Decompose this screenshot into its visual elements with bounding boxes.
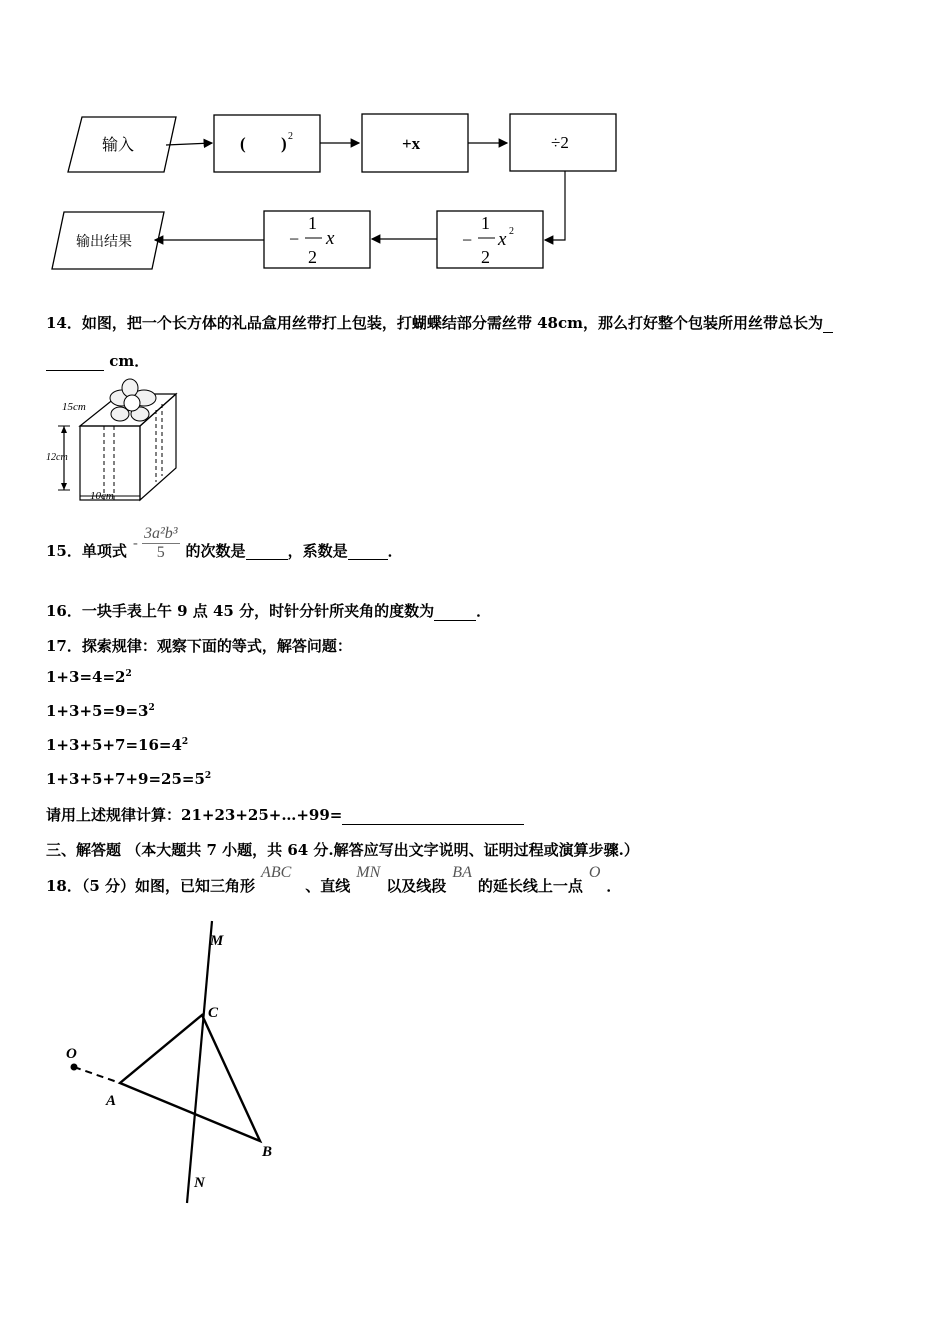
q18-abc: ABC [261, 864, 292, 881]
q17-eq-1: $1+3=4=2^2$ [46, 668, 132, 686]
section3-title: 三、解答题 （本大题共 7 小题，共 64 分.解答应写出文字说明、证明过程或演算步骤.） [46, 841, 639, 859]
q16-blank [434, 602, 476, 621]
frac-den-1: 2 [308, 247, 317, 267]
dim-top: 15cm [62, 401, 86, 413]
q15-end: ． [387, 541, 403, 560]
q14-blank-a [823, 314, 833, 333]
q16-body: 16．一块手表上午 9 点 45 分，时针分针所夹角的度数为 [46, 602, 435, 620]
q17-ask [46, 804, 524, 825]
q15-blank-coef [348, 541, 388, 560]
q18-p1: 18．（5 分）如图，已知三角形 [46, 877, 256, 895]
q15-fraction [142, 525, 180, 562]
q14-body: 14．如图，把一个长方体的礼品盒用丝带打上包装，打蝴蝶结部分需丝带 48cm，那么打好整个包装所用丝带总长为 [46, 314, 823, 332]
q14-unit: cm． [109, 352, 150, 370]
neg-half-x2-box [437, 211, 543, 268]
input-label: 输入 [102, 137, 135, 154]
q17-ask-text: 请用上述规律计算：21+23+25+…+99= [46, 806, 343, 824]
label-n: N [194, 1175, 205, 1191]
frac-num-2: 1 [481, 213, 490, 233]
neg-sign-1: − [289, 229, 300, 249]
q17-eq-4: $1+3+5+7+9=25=5^2$ [46, 770, 212, 788]
q16-text [46, 600, 491, 621]
square-close: ) [281, 134, 287, 153]
neg-half-x-box [264, 211, 370, 268]
q14-blank-b [46, 352, 104, 371]
q17-blank [342, 806, 524, 825]
var-x-2: x [498, 229, 507, 250]
flowchart [0, 0, 950, 290]
triangle-abc [120, 1015, 260, 1141]
q18-mn: MN [356, 864, 381, 881]
q15-coef: ，系数是 [287, 541, 348, 560]
frac-den-2: 2 [481, 247, 490, 267]
frac-num-1: 1 [308, 213, 317, 233]
add-x-label: +x [402, 134, 421, 153]
q17-title: 17．探索规律：观察下面的等式，解答问题： [46, 637, 352, 655]
q18-ba: BA [452, 864, 472, 881]
dim-left: 12cm [46, 452, 68, 463]
label-m: M [210, 933, 224, 949]
square-exponent: 2 [288, 131, 293, 142]
square-box [214, 115, 320, 172]
q17-eq-3: $1+3+5+7=16=4^2$ [46, 736, 189, 754]
extension-oa [74, 1067, 120, 1083]
label-c: C [208, 1005, 219, 1021]
q14-text [46, 312, 833, 333]
q14-answer-line [46, 350, 149, 371]
q18-p3: 以及线段 [386, 877, 447, 895]
output-label: 输出结果 [76, 235, 132, 250]
neg-sign-2: − [462, 230, 473, 250]
q18-p5: ． [606, 877, 622, 895]
q15-text [46, 518, 403, 568]
dim-bottom: 10cm [90, 490, 114, 502]
q18-text [46, 866, 621, 896]
q18-p4: 的延长线上一点 [477, 877, 583, 895]
var-x-1: x [326, 228, 335, 249]
divide-label: ÷2 [551, 133, 569, 152]
label-o: O [66, 1046, 77, 1062]
q18-p2: 、直线 [305, 877, 351, 895]
line-mn [187, 921, 212, 1203]
square-open: ( [240, 134, 246, 153]
exp-2: 2 [509, 226, 514, 237]
q15-sign: - [132, 534, 138, 552]
triangle-figure [50, 915, 310, 1215]
q16-end: ． [476, 602, 492, 620]
point-o [71, 1064, 78, 1071]
q15-middle: 的次数是 [185, 541, 246, 560]
q15-numerator: 3a²b³ [143, 524, 178, 542]
label-b: B [262, 1144, 273, 1160]
q15-prefix: 15．单项式 [46, 541, 127, 560]
q15-denominator: 5 [156, 543, 165, 561]
q15-blank-degree [246, 541, 288, 560]
label-a: A [106, 1093, 117, 1109]
q17-eq-2: $1+3+5=9=3^2$ [46, 702, 155, 720]
q18-o: O [588, 864, 601, 881]
gift-box-figure [40, 378, 190, 504]
bow-icon [110, 379, 156, 421]
